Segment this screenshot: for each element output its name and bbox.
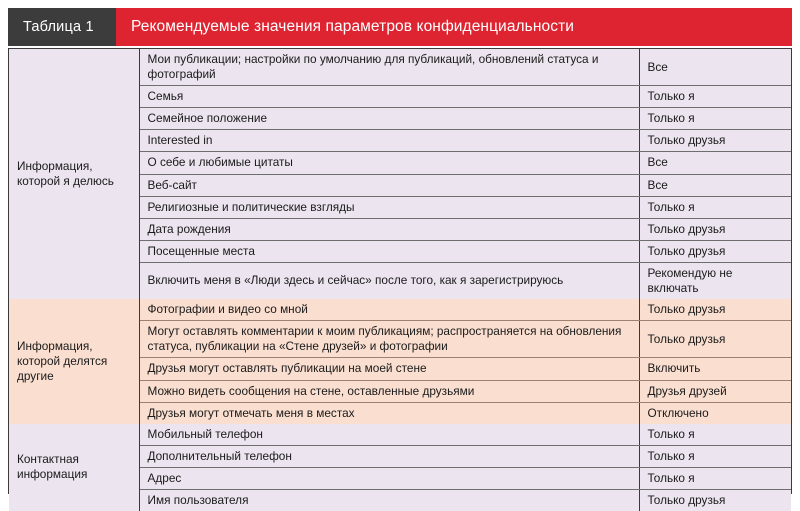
setting-value-cell: Только я <box>639 108 791 130</box>
setting-name-cell: О себе и любимые цитаты <box>139 152 639 174</box>
table-number-label: Таблица 1 <box>8 8 116 46</box>
setting-name-cell: Дополнительный телефон <box>139 445 639 467</box>
setting-name-cell: Веб-сайт <box>139 174 639 196</box>
setting-value-cell: Только я <box>639 445 791 467</box>
setting-name-cell: Можно видеть сообщения на стене, оставленные друзьями <box>139 380 639 402</box>
setting-name-cell: Дата рождения <box>139 218 639 240</box>
setting-value-cell: Включить <box>639 358 791 380</box>
setting-name-cell: Адрес <box>139 467 639 489</box>
setting-value-cell: Друзья друзей <box>639 380 791 402</box>
setting-name-cell: Друзья могут оставлять публикации на моей стене <box>139 358 639 380</box>
setting-value-cell: Все <box>639 174 791 196</box>
setting-value-cell: Все <box>639 49 791 86</box>
setting-value-cell: Все <box>639 152 791 174</box>
setting-value-cell: Только друзья <box>639 218 791 240</box>
section-category-cell: Информация, которой я делюсь <box>9 49 139 299</box>
setting-name-cell: Interested in <box>139 130 639 152</box>
table-body <box>9 49 791 511</box>
setting-value-cell: Только я <box>639 196 791 218</box>
setting-value-cell: Только друзья <box>639 489 791 511</box>
table-row <box>9 299 791 321</box>
setting-value-cell: Только друзья <box>639 299 791 321</box>
setting-name-cell: Посещенные места <box>139 240 639 262</box>
setting-name-cell: Друзья могут отмечать меня в местах <box>139 402 639 424</box>
setting-value-cell: Только я <box>639 467 791 489</box>
section-category-cell: Контактная информация <box>9 424 139 511</box>
table-title: Рекомендуемые значения параметров конфиденциальности <box>116 8 792 46</box>
setting-name-cell: Включить меня в «Люди здесь и сейчас» после того, как я зарегистрируюсь <box>139 262 639 299</box>
setting-value-cell: Только друзья <box>639 321 791 358</box>
setting-value-cell: Только я <box>639 86 791 108</box>
table-banner <box>8 8 792 46</box>
setting-name-cell: Мои публикации; настройки по умолчанию для публикаций, обновлений статуса и фотографий <box>139 49 639 86</box>
setting-value-cell: Только друзья <box>639 130 791 152</box>
setting-value-cell: Только друзья <box>639 240 791 262</box>
setting-name-cell: Семья <box>139 86 639 108</box>
setting-name-cell: Семейное положение <box>139 108 639 130</box>
setting-value-cell: Только я <box>639 424 791 446</box>
setting-name-cell: Могут оставлять комментарии к моим публикациям; распространяется на обновления статуса, публикации на «Стене друзей» и фотографии <box>139 321 639 358</box>
setting-name-cell: Фотографии и видео со мной <box>139 299 639 321</box>
setting-name-cell: Религиозные и политические взгляды <box>139 196 639 218</box>
section-category-cell: Информация, которой делятся другие <box>9 299 139 424</box>
setting-value-cell: Отключено <box>639 402 791 424</box>
setting-name-cell: Мобильный телефон <box>139 424 639 446</box>
setting-name-cell: Имя пользователя <box>139 489 639 511</box>
privacy-table-container <box>8 48 792 507</box>
table-row <box>9 424 791 446</box>
privacy-settings-table <box>9 49 791 511</box>
table-row <box>9 49 791 86</box>
setting-value-cell: Рекомендую не включать <box>639 262 791 299</box>
